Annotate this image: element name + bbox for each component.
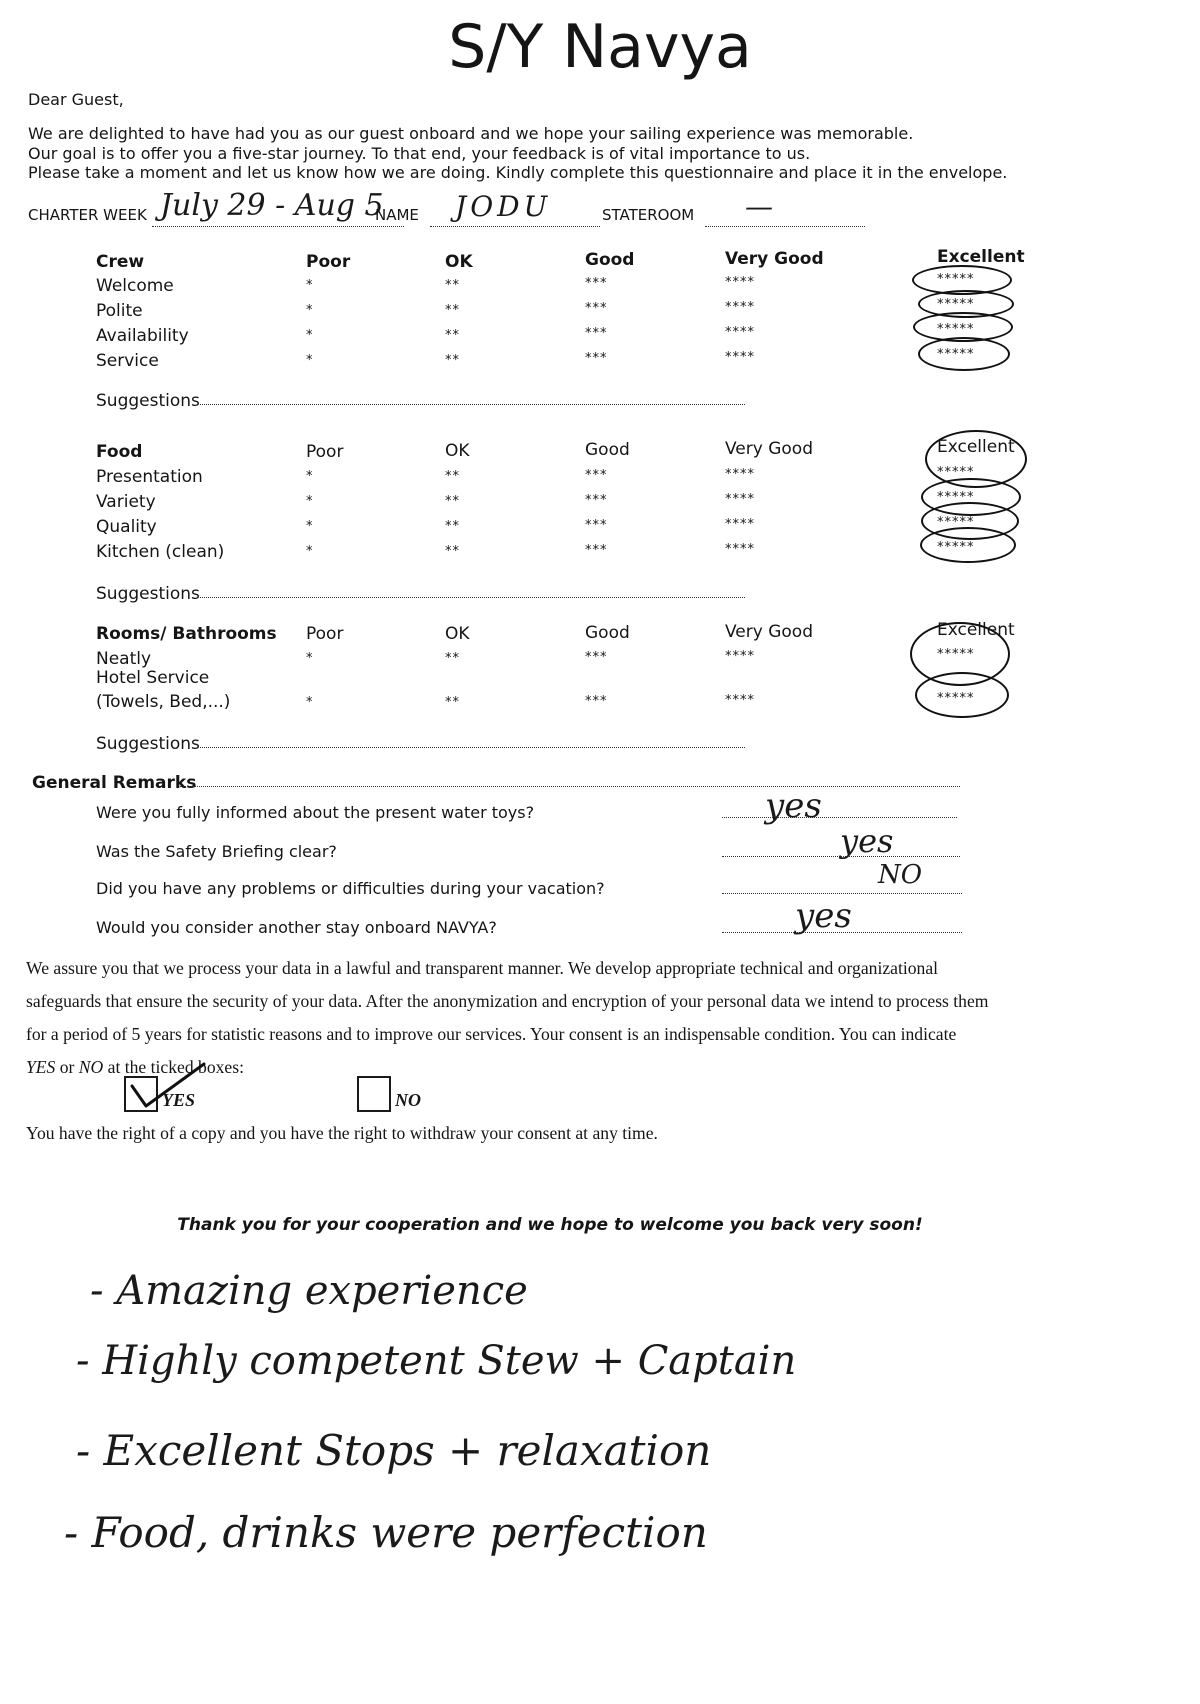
check-mark (132, 1064, 204, 1106)
privacy-no-word: NO (78, 1057, 104, 1077)
star-1: * (306, 651, 314, 666)
answer-problems[interactable]: NO (878, 860, 923, 890)
question-problems: Did you have any problems or difficulties during your vacation? (96, 879, 605, 898)
rooms-row-towels-bed: (Towels, Bed,...) (96, 692, 231, 712)
handwritten-note-4: - Food, drinks were perfection (64, 1508, 708, 1557)
star-1: * (306, 494, 314, 509)
answer-safety-briefing[interactable]: yes (840, 822, 894, 860)
star-5: ***** (937, 490, 975, 505)
name-value[interactable]: JODU (455, 190, 552, 223)
star-2: ** (445, 651, 460, 666)
greeting: Dear Guest, (28, 90, 124, 109)
food-row-kitchen: Kitchen (clean) (96, 542, 225, 562)
food-row-presentation: Presentation (96, 467, 203, 487)
stateroom-value[interactable]: — (745, 190, 773, 223)
crew-row-welcome: Welcome (96, 276, 174, 296)
star-4: **** (725, 467, 755, 482)
star-1: * (306, 328, 314, 343)
privacy-line-3: for a period of 5 years for statistic reasons and to improve our services. Your consent is an indispensable condition. You can indicate (26, 1024, 957, 1044)
col-poor: Poor (306, 442, 344, 462)
star-4: **** (725, 350, 755, 365)
star-3: *** (585, 301, 608, 316)
star-2: ** (445, 469, 460, 484)
name-label: NAME (375, 206, 419, 224)
star-2: ** (445, 328, 460, 343)
star-4: **** (725, 649, 755, 664)
star-4: **** (725, 492, 755, 507)
star-5: ***** (937, 465, 975, 480)
star-3: *** (585, 276, 608, 291)
privacy-yes-word: YES (26, 1057, 56, 1077)
star-5: ***** (937, 322, 975, 337)
food-suggestions-label: Suggestions (96, 584, 200, 604)
star-4: **** (725, 517, 755, 532)
star-1: * (306, 278, 314, 293)
col-ok: OK (445, 252, 473, 272)
handwritten-note-3: - Excellent Stops + relaxation (76, 1426, 712, 1475)
handwritten-note-1: - Amazing experience (90, 1268, 528, 1314)
stateroom-label: STATEROOM (602, 206, 695, 224)
col-very-good: Very Good (725, 439, 813, 459)
col-very-good: Very Good (725, 249, 824, 269)
star-1: * (306, 519, 314, 534)
star-5: ***** (937, 647, 975, 662)
star-1: * (306, 353, 314, 368)
crew-row-polite: Polite (96, 301, 143, 321)
rooms-row-neatly: Neatly (96, 649, 152, 669)
consent-no-label: NO (395, 1090, 421, 1110)
star-2: ** (445, 303, 460, 318)
question-safety-briefing: Was the Safety Briefing clear? (96, 842, 337, 861)
star-4: **** (725, 325, 755, 340)
section-rooms-title: Rooms/ Bathrooms (96, 624, 277, 644)
privacy-ticked-boxes-text: at the ticked boxes: (103, 1057, 244, 1077)
col-excellent: Excellent (937, 247, 1025, 267)
rooms-row-hotel-service: Hotel Service (96, 668, 210, 688)
star-3: *** (585, 694, 608, 709)
crew-row-availability: Availability (96, 326, 189, 346)
general-remarks-label: General Remarks (32, 773, 197, 793)
star-3: *** (585, 468, 608, 483)
answer-water-toys[interactable]: yes (765, 786, 822, 826)
star-5: ***** (937, 297, 975, 312)
col-good: Good (585, 250, 635, 270)
charter-week-label: CHARTER WEEK (28, 206, 147, 224)
star-1: * (306, 469, 314, 484)
charter-week-value[interactable]: July 29 - Aug 5 (160, 188, 384, 223)
food-row-quality: Quality (96, 517, 157, 537)
star-1: * (306, 544, 314, 559)
star-3: *** (585, 518, 608, 533)
question-water-toys: Were you fully informed about the present water toys? (96, 803, 535, 822)
star-2: ** (445, 353, 460, 368)
page-title: S/Y Navya (448, 12, 752, 82)
star-5: ***** (937, 272, 975, 287)
col-ok: OK (445, 441, 470, 461)
crew-row-service: Service (96, 351, 159, 371)
star-2: ** (445, 519, 460, 534)
star-3: *** (585, 326, 608, 341)
rooms-suggestions-label: Suggestions (96, 734, 200, 754)
handwritten-note-2: - Highly competent Stew + Captain (76, 1338, 797, 1384)
section-crew-title: Crew (96, 252, 145, 272)
intro-line-3: Please take a moment and let us know how we are doing. Kindly complete this questionnaire and place it in the envelope. (28, 163, 1008, 182)
privacy-or-word: or (55, 1057, 79, 1077)
star-4: **** (725, 275, 755, 290)
col-poor: Poor (306, 252, 351, 272)
crew-suggestions-label: Suggestions (96, 391, 200, 411)
section-food-title: Food (96, 442, 143, 462)
consent-yes-label: YES (162, 1090, 196, 1110)
rights-text: You have the right of a copy and you have the right to withdraw your consent at any time. (26, 1123, 658, 1143)
star-5: ***** (937, 347, 975, 362)
star-1: * (306, 695, 314, 710)
food-row-variety: Variety (96, 492, 156, 512)
star-2: ** (445, 544, 460, 559)
star-1: * (306, 303, 314, 318)
star-5: ***** (937, 691, 975, 706)
star-2: ** (445, 494, 460, 509)
question-another-stay: Would you consider another stay onboard NAVYA? (96, 918, 497, 937)
col-excellent: Excellent (937, 620, 1015, 640)
star-2: ** (445, 695, 460, 710)
col-very-good: Very Good (725, 622, 813, 642)
star-5: ***** (937, 515, 975, 530)
star-4: **** (725, 693, 755, 708)
col-good: Good (585, 440, 630, 460)
star-3: *** (585, 543, 608, 558)
col-good: Good (585, 623, 630, 643)
intro-line-1: We are delighted to have had you as our guest onboard and we hope your sailing experience was memorable. (28, 124, 914, 143)
col-ok: OK (445, 624, 470, 644)
thanks-message: Thank you for your cooperation and we hope to welcome you back very soon! (177, 1215, 923, 1235)
answer-another-stay[interactable]: yes (795, 896, 852, 936)
star-4: **** (725, 542, 755, 557)
star-5: ***** (937, 540, 975, 555)
privacy-line-1: We assure you that we process your data in a lawful and transparent manner. We develop appropriate technical and organizational (26, 958, 939, 978)
col-poor: Poor (306, 624, 344, 644)
col-excellent: Excellent (937, 437, 1015, 457)
star-3: *** (585, 650, 608, 665)
star-2: ** (445, 278, 460, 293)
intro-line-2: Our goal is to offer you a five-star journey. To that end, your feedback is of vital importance to us. (28, 144, 811, 163)
star-4: **** (725, 300, 755, 315)
star-3: *** (585, 493, 608, 508)
privacy-line-2: safeguards that ensure the security of your data. After the anonymization and encryption of your personal data we intend to process them (26, 991, 989, 1011)
star-3: *** (585, 351, 608, 366)
